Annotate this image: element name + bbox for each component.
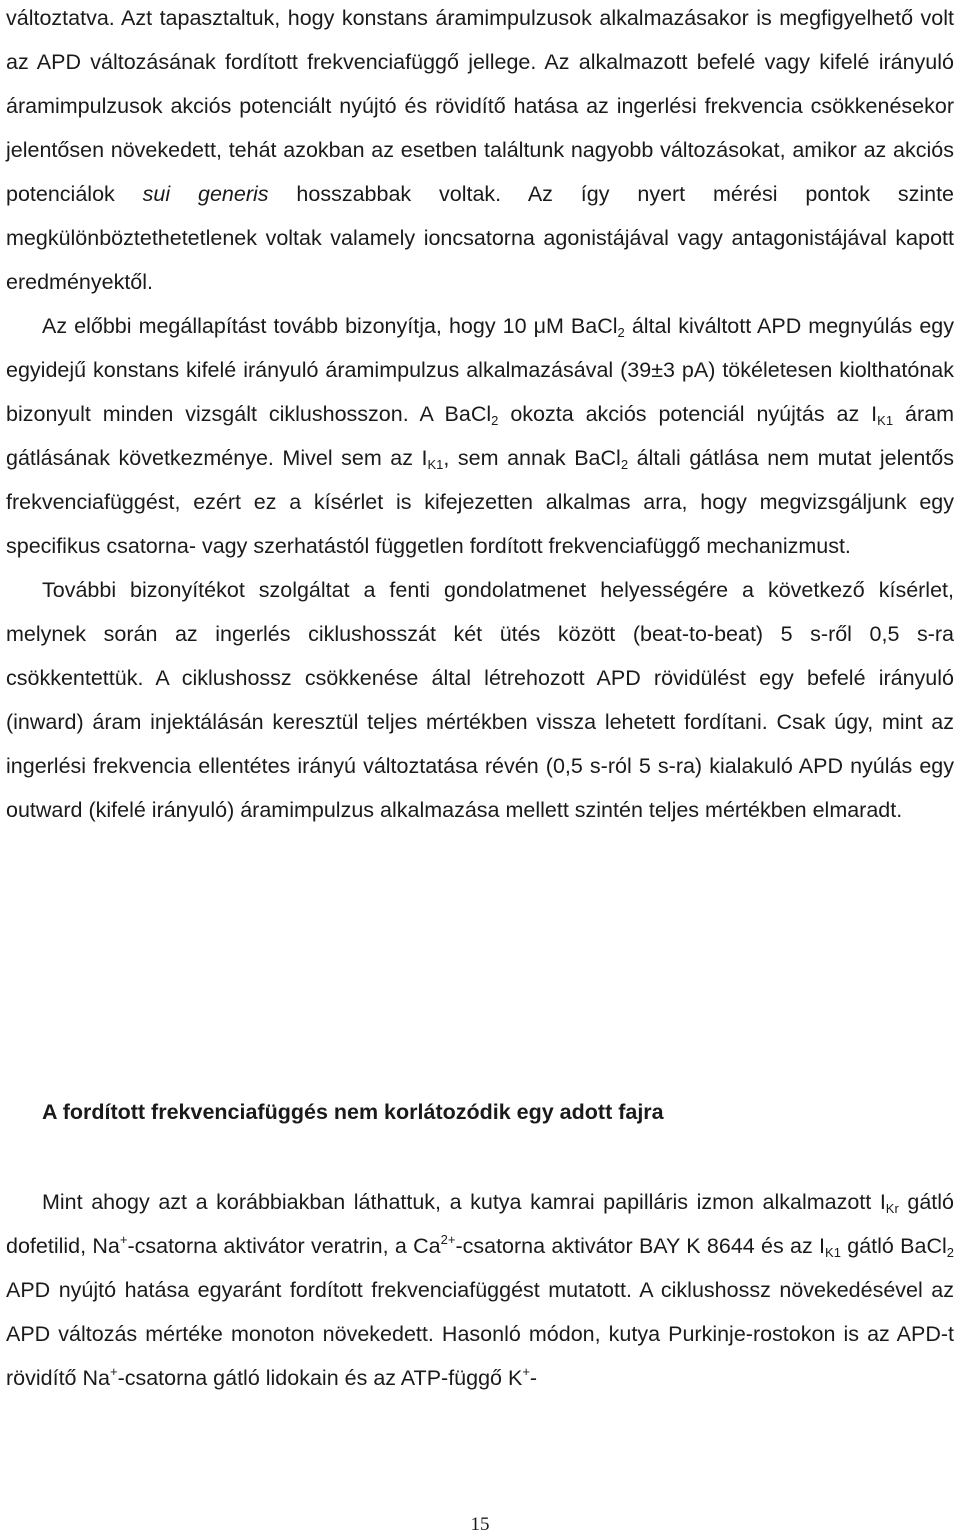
paragraph-4-text: - (529, 1366, 538, 1390)
document-page (6, 0, 954, 1390)
subscript: 2 (617, 325, 625, 340)
paragraph-4-text: gátló BaCl (840, 1234, 947, 1258)
subscript: K1 (825, 1245, 841, 1260)
paragraph-4-text: -csatorna aktivátor BAY K 8644 és az I (455, 1234, 826, 1258)
paragraph-1-italic: sui generis (142, 182, 269, 206)
paragraph-2 (6, 304, 954, 568)
subscript: 2 (491, 413, 499, 428)
paragraph-2-text: általi gátlása nem mutat jelentős frekvenciafüggést, ezért ez a kísérlet is kifejezetten alkalmas arra, hogy megvizsgáljunk egy specifikus csatorna- vagy szerhatástól független fordított frekvenciafüggő mechanizmust. (6, 446, 954, 558)
superscript: 2+ (440, 1232, 456, 1247)
subscript: 2 (620, 457, 629, 472)
paragraph-4-text: -csatorna aktivátor veratrin, a Ca (127, 1234, 441, 1258)
section-heading: A fordított frekvenciafüggés nem korlátozódik egy adott fajra (42, 1100, 664, 1124)
paragraph-2-text: által kiváltott APD megnyúlás egy egyidejű konstans kifelé irányuló áramimpulzus alkalmazásával (39±3 pA) tökéletesen kiolthatónak bizonyult minden vizsgált ciklushosszon. A BaCl (6, 314, 954, 426)
paragraph-1 (6, 0, 954, 304)
subscript: K1 (427, 457, 444, 472)
paragraph-2-text: áram gátlásának következménye. Mivel sem az I (6, 402, 954, 470)
paragraph-1-text-a: változtatva. Azt tapasztaltuk, hogy konstans áramimpulzusok alkalmazásakor is megfigyelhető volt az APD változásának fordított frekvenciafüggő jellege. Az alkalmazott befelé vagy kifelé irányuló áramimpulzusok akciós potenciált nyújtó és rövidítő hatása az ingerlési frekvencia csökkenésekor jelentősen növekedett, tehát azokban az esetben találtunk nagyobb változásokat, amikor az akciós potenciálok (6, 6, 954, 206)
subscript: K1 (877, 413, 894, 428)
paragraph-2-text: , sem annak BaCl (443, 446, 621, 470)
paragraph-4-text: -csatorna gátló lidokain és az ATP-függő K (117, 1366, 523, 1390)
paragraph-2-text: okozta akciós potenciál nyújtás az I (498, 402, 878, 426)
paragraph-4-text: gátló dofetilid, Na (6, 1190, 954, 1258)
superscript: + (119, 1232, 128, 1247)
subscript: Kr (885, 1201, 899, 1216)
paragraph-2-text: Az előbbi megállapítást tovább bizonyítja, hogy 10 μM BaCl (42, 314, 618, 338)
superscript: + (109, 1364, 118, 1379)
paragraph-4-text: APD nyújtó hatása egyaránt fordított frekvenciafüggést mutatott. A ciklushossz növekedésével az APD változás mértéke monoton növekedett. Hasonló módon, kutya Purkinje-rostokon is az APD-t rövidítő Na (6, 1278, 954, 1390)
paragraph-1-text-b: hosszabbak voltak. Az így nyert mérési pontok szinte megkülönböztethetetlenek voltak valamely ioncsatorna agonistájával vagy antagonistájával kapott eredményektől. (6, 182, 954, 294)
paragraph-3: További bizonyítékot szolgáltat a fenti gondolatmenet helyességére a következő kísérlet, melynek során az ingerlés ciklushosszát két ütés között (beat-to-beat) 5 s-ről 0,5 s-ra csökkentettük. A ciklushossz csökkenése által létrehozott APD rövidülést egy befelé irányuló (inward) áram injektálásán keresztül teljes mértékben vissza lehetett fordítani. Csak úgy, mint az ingerlési frekvencia ellentétes irányú változtatása révén (0,5 s-ról 5 s-ra) kialakuló APD nyúlás egy outward (kifelé irányuló) áramimpulzus alkalmazása mellett szintén teljes mértékben elmaradt. (6, 578, 954, 822)
subscript: 2 (946, 1245, 954, 1260)
paragraph-4 (6, 1180, 954, 1400)
page-number: 15 (470, 1514, 490, 1535)
paragraph-4-text: Mint ahogy azt a korábbiakban láthattuk, a kutya kamrai papilláris izmon alkalmazott I (42, 1190, 886, 1214)
superscript: + (522, 1364, 530, 1379)
